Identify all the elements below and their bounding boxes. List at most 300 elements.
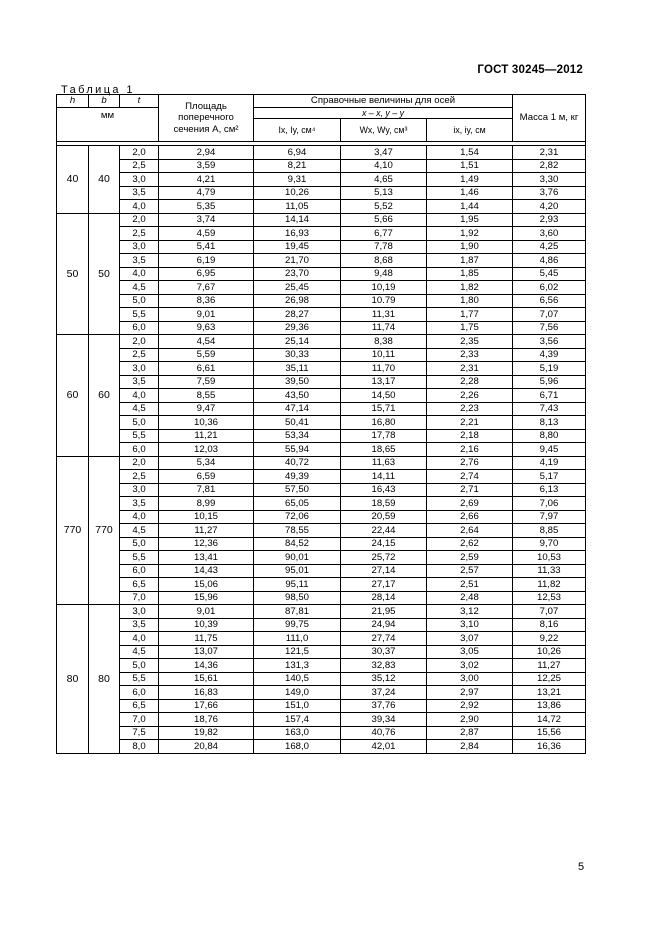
cell-moment-of-inertia: 8,21	[254, 159, 341, 173]
cell-mass: 7,97	[513, 510, 586, 524]
cell-area: 8,36	[159, 294, 254, 308]
header-mass: Масса 1 м, кг	[513, 95, 586, 142]
cell-section-modulus: 30,37	[341, 645, 427, 659]
table-row	[57, 672, 586, 686]
cell-t: 5,0	[120, 294, 159, 308]
cell-radius-of-gyration: 2,57	[427, 564, 513, 578]
cell-moment-of-inertia: 40,72	[254, 456, 341, 470]
table-row	[57, 281, 586, 295]
cell-t: 3,0	[120, 483, 159, 497]
cell-t: 3,5	[120, 375, 159, 389]
cell-b: 60	[89, 335, 120, 457]
cell-area: 10,39	[159, 618, 254, 632]
cell-t: 3,5	[120, 497, 159, 511]
cell-t: 8,0	[120, 740, 159, 754]
cell-radius-of-gyration: 2,26	[427, 389, 513, 403]
cell-mass: 3,76	[513, 186, 586, 200]
cell-section-modulus: 37,24	[341, 686, 427, 700]
cell-t: 6,5	[120, 699, 159, 713]
cell-section-modulus: 37,76	[341, 699, 427, 713]
cell-area: 13,41	[159, 551, 254, 565]
table-row	[57, 416, 586, 430]
cell-area: 6,19	[159, 254, 254, 268]
cell-radius-of-gyration: 2,23	[427, 402, 513, 416]
cell-area: 5,59	[159, 348, 254, 362]
cell-t: 5,0	[120, 659, 159, 673]
cell-moment-of-inertia: 57,50	[254, 483, 341, 497]
cell-area: 4,21	[159, 173, 254, 187]
cell-radius-of-gyration: 2,31	[427, 362, 513, 376]
table-body	[57, 146, 586, 754]
cell-section-modulus: 10.79	[341, 294, 427, 308]
cell-area: 10,36	[159, 416, 254, 430]
cell-section-modulus: 39,34	[341, 713, 427, 727]
cell-section-modulus: 5,66	[341, 213, 427, 227]
cell-section-modulus: 5,13	[341, 186, 427, 200]
table-row	[57, 456, 586, 470]
header-moment-of-inertia: Ix, Iy, см⁴	[254, 119, 341, 142]
cell-mass: 8,13	[513, 416, 586, 430]
cell-radius-of-gyration: 1,85	[427, 267, 513, 281]
cell-t: 3,0	[120, 605, 159, 619]
table-row	[57, 335, 586, 349]
cell-moment-of-inertia: 87,81	[254, 605, 341, 619]
cell-moment-of-inertia: 157,4	[254, 713, 341, 727]
cell-t: 2,0	[120, 456, 159, 470]
table-row	[57, 470, 586, 484]
cell-t: 4,0	[120, 632, 159, 646]
cell-mass: 9,45	[513, 443, 586, 457]
cell-radius-of-gyration: 2,48	[427, 591, 513, 605]
cell-area: 19,82	[159, 726, 254, 740]
cell-t: 3,0	[120, 173, 159, 187]
table-row	[57, 726, 586, 740]
header-t: t	[120, 95, 159, 108]
table-row	[57, 321, 586, 335]
cell-section-modulus: 18,59	[341, 497, 427, 511]
cell-section-modulus: 15,71	[341, 402, 427, 416]
table-row	[57, 659, 586, 673]
cell-area: 11,75	[159, 632, 254, 646]
cell-radius-of-gyration: 2,97	[427, 686, 513, 700]
cell-mass: 13,86	[513, 699, 586, 713]
cell-section-modulus: 27,14	[341, 564, 427, 578]
cell-mass: 7,56	[513, 321, 586, 335]
cell-area: 8,55	[159, 389, 254, 403]
cell-radius-of-gyration: 2,62	[427, 537, 513, 551]
table-row	[57, 632, 586, 646]
cell-t: 4,5	[120, 645, 159, 659]
table-row	[57, 713, 586, 727]
cell-moment-of-inertia: 95,11	[254, 578, 341, 592]
cell-mass: 9,70	[513, 537, 586, 551]
cell-t: 6,0	[120, 443, 159, 457]
cell-mass: 5,45	[513, 267, 586, 281]
cell-mass: 2,93	[513, 213, 586, 227]
cell-moment-of-inertia: 25,45	[254, 281, 341, 295]
page-number: 5	[578, 861, 585, 873]
cell-radius-of-gyration: 2,87	[427, 726, 513, 740]
table-row	[57, 267, 586, 281]
header-area: Площадь поперечного сечения A, см²	[159, 95, 254, 142]
cell-radius-of-gyration: 3,10	[427, 618, 513, 632]
table-row	[57, 348, 586, 362]
cell-area: 11,27	[159, 524, 254, 538]
cell-mass: 11,33	[513, 564, 586, 578]
cell-mass: 4,20	[513, 200, 586, 214]
cell-mass: 8,80	[513, 429, 586, 443]
cell-t: 7,0	[120, 591, 159, 605]
cell-section-modulus: 16,80	[341, 416, 427, 430]
cell-t: 6,0	[120, 686, 159, 700]
cell-t: 3,5	[120, 186, 159, 200]
cell-moment-of-inertia: 84,52	[254, 537, 341, 551]
cell-moment-of-inertia: 90,01	[254, 551, 341, 565]
cell-mass: 8,85	[513, 524, 586, 538]
cell-moment-of-inertia: 168,0	[254, 740, 341, 754]
cell-moment-of-inertia: 10,26	[254, 186, 341, 200]
cell-section-modulus: 11,70	[341, 362, 427, 376]
cell-section-modulus: 42,01	[341, 740, 427, 754]
cell-radius-of-gyration: 3,00	[427, 672, 513, 686]
cell-area: 9,63	[159, 321, 254, 335]
cell-moment-of-inertia: 72,06	[254, 510, 341, 524]
cell-moment-of-inertia: 149,0	[254, 686, 341, 700]
cell-area: 13,07	[159, 645, 254, 659]
cell-radius-of-gyration: 2,28	[427, 375, 513, 389]
header-h: h	[57, 95, 89, 108]
cell-moment-of-inertia: 23,70	[254, 267, 341, 281]
cell-area: 7,81	[159, 483, 254, 497]
table-row	[57, 213, 586, 227]
table-row	[57, 551, 586, 565]
cell-mass: 5,19	[513, 362, 586, 376]
cell-moment-of-inertia: 50,41	[254, 416, 341, 430]
table-row	[57, 186, 586, 200]
cell-mass: 3,56	[513, 335, 586, 349]
cell-moment-of-inertia: 43,50	[254, 389, 341, 403]
cell-area: 20,84	[159, 740, 254, 754]
cell-section-modulus: 20,59	[341, 510, 427, 524]
cell-radius-of-gyration: 2,33	[427, 348, 513, 362]
cell-radius-of-gyration: 2,84	[427, 740, 513, 754]
cell-t: 2,0	[120, 335, 159, 349]
cell-radius-of-gyration: 2,90	[427, 713, 513, 727]
section-properties-table	[56, 94, 586, 754]
table-row	[57, 591, 586, 605]
cell-t: 4,0	[120, 200, 159, 214]
cell-moment-of-inertia: 14,14	[254, 213, 341, 227]
table-row	[57, 429, 586, 443]
cell-t: 4,0	[120, 267, 159, 281]
cell-moment-of-inertia: 121,5	[254, 645, 341, 659]
table-row	[57, 308, 586, 322]
cell-mass: 6,13	[513, 483, 586, 497]
cell-mass: 7,07	[513, 605, 586, 619]
cell-radius-of-gyration: 2,76	[427, 456, 513, 470]
cell-area: 5,41	[159, 240, 254, 254]
cell-moment-of-inertia: 140,5	[254, 672, 341, 686]
cell-t: 6,0	[120, 321, 159, 335]
cell-radius-of-gyration: 2,92	[427, 699, 513, 713]
table-caption: Таблица 1	[61, 84, 135, 96]
cell-mass: 14,72	[513, 713, 586, 727]
cell-section-modulus: 13,17	[341, 375, 427, 389]
cell-radius-of-gyration: 3,12	[427, 605, 513, 619]
cell-mass: 4,19	[513, 456, 586, 470]
table-row	[57, 578, 586, 592]
cell-mass: 4,86	[513, 254, 586, 268]
cell-moment-of-inertia: 53,34	[254, 429, 341, 443]
cell-radius-of-gyration: 2,59	[427, 551, 513, 565]
cell-mass: 3,30	[513, 173, 586, 187]
cell-section-modulus: 11,63	[341, 456, 427, 470]
cell-t: 4,5	[120, 524, 159, 538]
cell-t: 6,5	[120, 578, 159, 592]
cell-mass: 10,53	[513, 551, 586, 565]
cell-mass: 13,21	[513, 686, 586, 700]
cell-moment-of-inertia: 131,3	[254, 659, 341, 673]
cell-moment-of-inertia: 28,27	[254, 308, 341, 322]
cell-mass: 15,56	[513, 726, 586, 740]
cell-section-modulus: 24,15	[341, 537, 427, 551]
cell-radius-of-gyration: 2,21	[427, 416, 513, 430]
cell-mass: 7,43	[513, 402, 586, 416]
cell-area: 4,79	[159, 186, 254, 200]
cell-t: 2,5	[120, 159, 159, 173]
cell-t: 4,5	[120, 402, 159, 416]
cell-section-modulus: 4,65	[341, 173, 427, 187]
cell-mass: 4,25	[513, 240, 586, 254]
cell-mass: 12,53	[513, 591, 586, 605]
cell-moment-of-inertia: 30,33	[254, 348, 341, 362]
table-row	[57, 605, 586, 619]
cell-mass: 7,06	[513, 497, 586, 511]
cell-t: 5,0	[120, 537, 159, 551]
cell-moment-of-inertia: 49,39	[254, 470, 341, 484]
cell-area: 11,21	[159, 429, 254, 443]
cell-t: 2,5	[120, 348, 159, 362]
cell-area: 14,36	[159, 659, 254, 673]
cell-area: 2,94	[159, 146, 254, 160]
cell-t: 2,0	[120, 146, 159, 160]
table-row	[57, 159, 586, 173]
cell-area: 9,01	[159, 308, 254, 322]
cell-moment-of-inertia: 39,50	[254, 375, 341, 389]
cell-section-modulus: 8,38	[341, 335, 427, 349]
cell-area: 7,67	[159, 281, 254, 295]
table-row	[57, 686, 586, 700]
cell-mass: 11,27	[513, 659, 586, 673]
cell-t: 4,0	[120, 510, 159, 524]
cell-section-modulus: 9,48	[341, 267, 427, 281]
cell-section-modulus: 6,77	[341, 227, 427, 241]
cell-area: 7,59	[159, 375, 254, 389]
table-row	[57, 510, 586, 524]
cell-section-modulus: 16,43	[341, 483, 427, 497]
cell-t: 7,5	[120, 726, 159, 740]
table-row	[57, 524, 586, 538]
table-row	[57, 740, 586, 754]
cell-radius-of-gyration: 1,75	[427, 321, 513, 335]
table-row	[57, 240, 586, 254]
cell-t: 2,5	[120, 227, 159, 241]
cell-area: 14,43	[159, 564, 254, 578]
standard-designation: ГОСТ 30245—2012	[477, 64, 583, 76]
cell-area: 15,96	[159, 591, 254, 605]
table-row	[57, 362, 586, 376]
cell-section-modulus: 4,10	[341, 159, 427, 173]
cell-moment-of-inertia: 99,75	[254, 618, 341, 632]
cell-section-modulus: 27,17	[341, 578, 427, 592]
cell-area: 6,61	[159, 362, 254, 376]
cell-t: 6,0	[120, 564, 159, 578]
cell-radius-of-gyration: 3,07	[427, 632, 513, 646]
cell-radius-of-gyration: 1,87	[427, 254, 513, 268]
cell-mass: 5,17	[513, 470, 586, 484]
cell-mass: 11,82	[513, 578, 586, 592]
cell-h: 40	[57, 146, 89, 214]
table-head	[57, 95, 586, 146]
cell-area: 18,76	[159, 713, 254, 727]
table-row	[57, 200, 586, 214]
cell-radius-of-gyration: 2,66	[427, 510, 513, 524]
cell-mass: 6,71	[513, 389, 586, 403]
cell-t: 5,5	[120, 672, 159, 686]
table-row	[57, 443, 586, 457]
cell-moment-of-inertia: 65,05	[254, 497, 341, 511]
cell-area: 15,61	[159, 672, 254, 686]
cell-t: 3,5	[120, 254, 159, 268]
cell-moment-of-inertia: 47,14	[254, 402, 341, 416]
table-row	[57, 375, 586, 389]
cell-b: 770	[89, 456, 120, 605]
cell-area: 6,59	[159, 470, 254, 484]
cell-b: 80	[89, 605, 120, 754]
header-radius-of-gyration: ix, iy, см	[427, 119, 513, 142]
cell-moment-of-inertia: 78,55	[254, 524, 341, 538]
table-row	[57, 294, 586, 308]
cell-section-modulus: 11,31	[341, 308, 427, 322]
cell-radius-of-gyration: 1,54	[427, 146, 513, 160]
cell-area: 9,01	[159, 605, 254, 619]
cell-moment-of-inertia: 35,11	[254, 362, 341, 376]
cell-radius-of-gyration: 2,74	[427, 470, 513, 484]
header-reference-values: Справочные величины для осей	[254, 95, 513, 108]
cell-b: 50	[89, 213, 120, 335]
cell-section-modulus: 27,74	[341, 632, 427, 646]
cell-section-modulus: 32,83	[341, 659, 427, 673]
cell-radius-of-gyration: 1,49	[427, 173, 513, 187]
cell-t: 2,0	[120, 213, 159, 227]
cell-radius-of-gyration: 1,90	[427, 240, 513, 254]
cell-mass: 9,22	[513, 632, 586, 646]
cell-b: 40	[89, 146, 120, 214]
cell-radius-of-gyration: 2,16	[427, 443, 513, 457]
cell-area: 4,59	[159, 227, 254, 241]
cell-section-modulus: 10,19	[341, 281, 427, 295]
table-row	[57, 564, 586, 578]
table-row	[57, 254, 586, 268]
table-row	[57, 645, 586, 659]
cell-mass: 6,02	[513, 281, 586, 295]
cell-radius-of-gyration: 1,95	[427, 213, 513, 227]
cell-area: 6,95	[159, 267, 254, 281]
cell-h: 60	[57, 335, 89, 457]
cell-radius-of-gyration: 1,80	[427, 294, 513, 308]
cell-section-modulus: 18,65	[341, 443, 427, 457]
cell-area: 3,59	[159, 159, 254, 173]
cell-area: 10,15	[159, 510, 254, 524]
cell-section-modulus: 17,78	[341, 429, 427, 443]
cell-moment-of-inertia: 98,50	[254, 591, 341, 605]
cell-area: 5,34	[159, 456, 254, 470]
cell-section-modulus: 21,95	[341, 605, 427, 619]
cell-moment-of-inertia: 6,94	[254, 146, 341, 160]
cell-section-modulus: 10,11	[341, 348, 427, 362]
cell-moment-of-inertia: 26,98	[254, 294, 341, 308]
cell-mass: 2,82	[513, 159, 586, 173]
cell-section-modulus: 24,94	[341, 618, 427, 632]
cell-radius-of-gyration: 2,51	[427, 578, 513, 592]
cell-radius-of-gyration: 3,05	[427, 645, 513, 659]
cell-moment-of-inertia: 95,01	[254, 564, 341, 578]
cell-radius-of-gyration: 1,92	[427, 227, 513, 241]
cell-mass: 4,39	[513, 348, 586, 362]
cell-t: 5,5	[120, 429, 159, 443]
cell-radius-of-gyration: 1,44	[427, 200, 513, 214]
cell-radius-of-gyration: 1,77	[427, 308, 513, 322]
cell-t: 5,0	[120, 416, 159, 430]
cell-mass: 12,25	[513, 672, 586, 686]
cell-t: 4,5	[120, 281, 159, 295]
header-section-modulus: Wx, Wy, см³	[341, 119, 427, 142]
table-row	[57, 227, 586, 241]
cell-moment-of-inertia: 55,94	[254, 443, 341, 457]
cell-radius-of-gyration: 2,35	[427, 335, 513, 349]
cell-section-modulus: 25,72	[341, 551, 427, 565]
cell-radius-of-gyration: 2,64	[427, 524, 513, 538]
cell-t: 2,5	[120, 470, 159, 484]
cell-t: 3,5	[120, 618, 159, 632]
cell-t: 5,5	[120, 551, 159, 565]
header-axes: x – x, y – y	[254, 107, 513, 119]
table-row	[57, 483, 586, 497]
cell-area: 17,66	[159, 699, 254, 713]
cell-area: 9,47	[159, 402, 254, 416]
cell-moment-of-inertia: 16,93	[254, 227, 341, 241]
cell-moment-of-inertia: 19,45	[254, 240, 341, 254]
cell-area: 15,06	[159, 578, 254, 592]
table-row	[57, 402, 586, 416]
table-row	[57, 699, 586, 713]
cell-section-modulus: 14,50	[341, 389, 427, 403]
cell-mass: 8,16	[513, 618, 586, 632]
cell-area: 12,03	[159, 443, 254, 457]
cell-moment-of-inertia: 151,0	[254, 699, 341, 713]
cell-area: 5,35	[159, 200, 254, 214]
cell-radius-of-gyration: 2,69	[427, 497, 513, 511]
cell-section-modulus: 3,47	[341, 146, 427, 160]
cell-section-modulus: 14,11	[341, 470, 427, 484]
cell-mass: 3,60	[513, 227, 586, 241]
table-row	[57, 389, 586, 403]
table-row	[57, 537, 586, 551]
cell-radius-of-gyration: 2,18	[427, 429, 513, 443]
cell-radius-of-gyration: 1,82	[427, 281, 513, 295]
cell-radius-of-gyration: 1,46	[427, 186, 513, 200]
cell-area: 4,54	[159, 335, 254, 349]
